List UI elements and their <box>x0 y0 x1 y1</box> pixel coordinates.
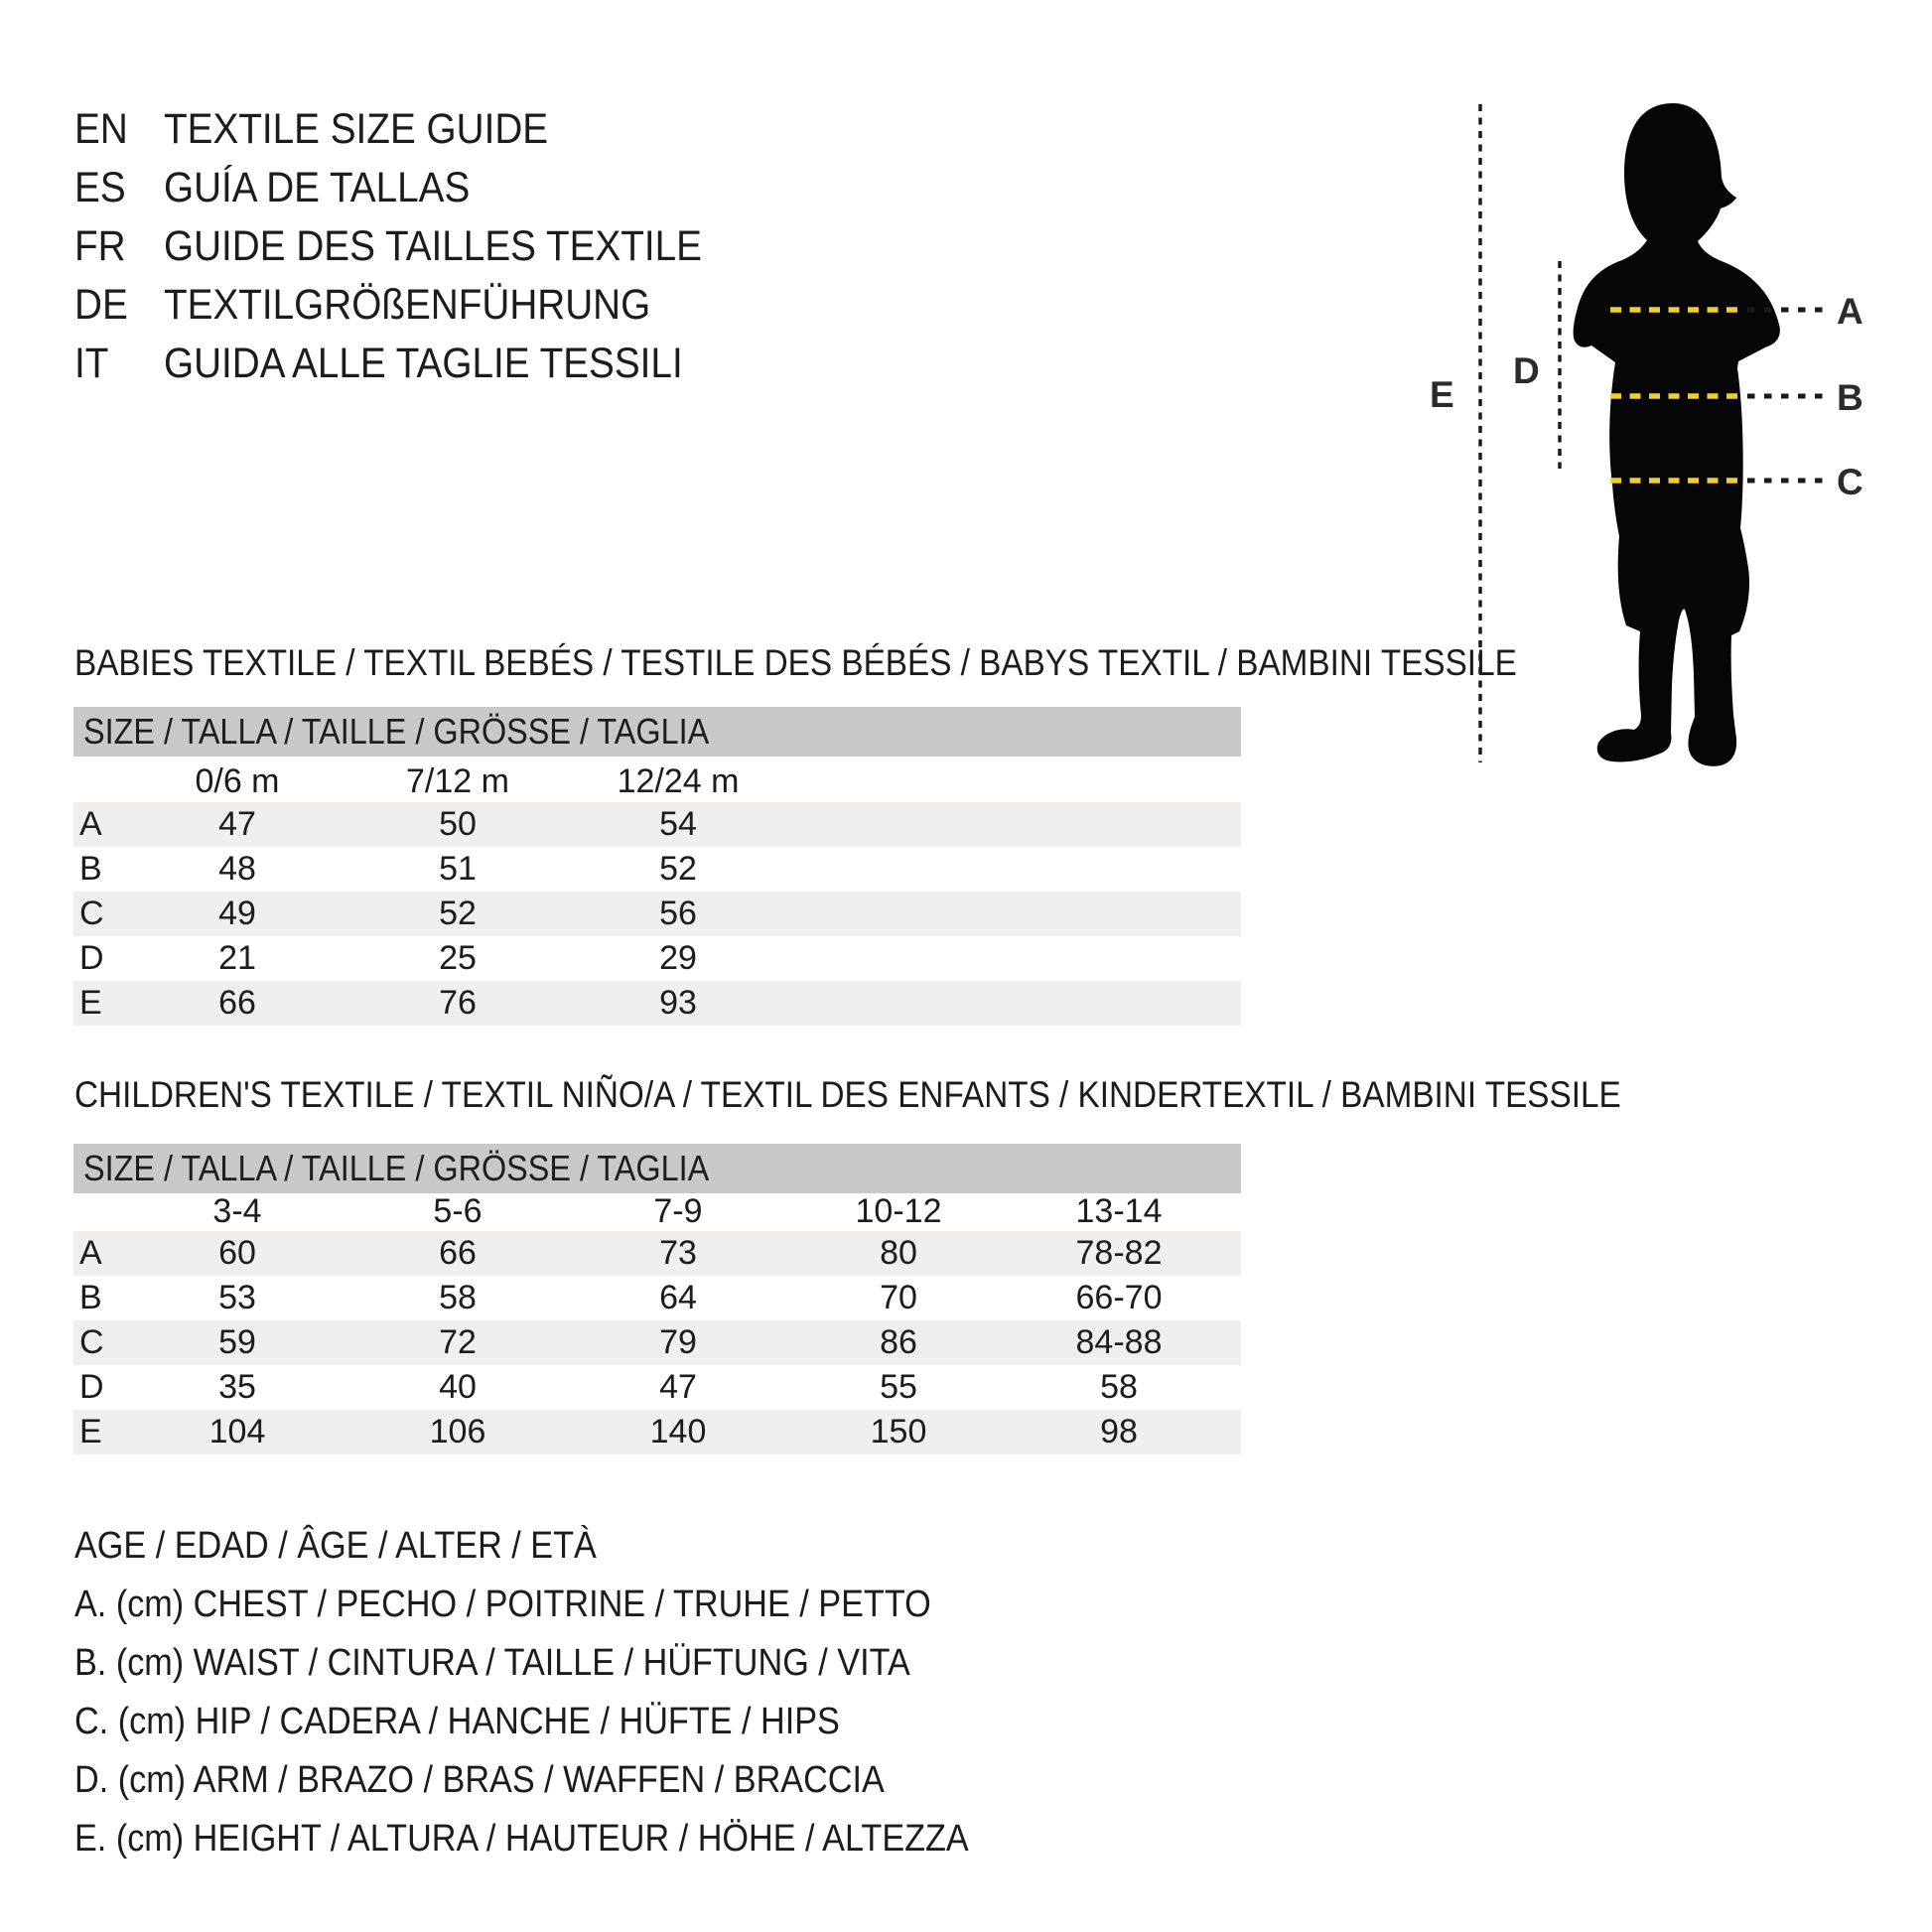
cell-value: 50 <box>439 805 477 843</box>
row-label: D <box>79 1368 104 1406</box>
cell-value: 59 <box>218 1323 256 1361</box>
table-row-a <box>73 1231 1241 1276</box>
cell-value: 55 <box>880 1368 917 1406</box>
cell-value: 56 <box>659 895 697 932</box>
cell-value: 76 <box>439 984 477 1022</box>
cell-value: 58 <box>439 1279 477 1316</box>
column-header: 0/6 m <box>195 761 280 800</box>
legend-item-arm: D. (cm) ARM / BRAZO / BRAS / WAFFEN / BRACCIA <box>74 1759 885 1801</box>
figure-label-c: C <box>1837 462 1863 502</box>
column-header: 5-6 <box>433 1191 483 1230</box>
lang-code: DE <box>74 281 128 329</box>
cell-value: 104 <box>208 1413 266 1450</box>
table-row-e <box>73 981 1241 1026</box>
lang-title: GUIDA ALLE TAGLIE TESSILI <box>164 340 683 387</box>
table-row-b <box>73 847 1241 892</box>
cell-value: 84-88 <box>1075 1323 1163 1361</box>
cell-value: 51 <box>439 850 477 888</box>
table-row-d <box>73 1365 1241 1410</box>
cell-value: 58 <box>1100 1368 1138 1406</box>
row-label: B <box>79 1279 102 1316</box>
cell-value: 70 <box>880 1279 917 1316</box>
row-label: A <box>79 1234 102 1272</box>
cell-value: 52 <box>439 895 477 932</box>
cell-value: 66 <box>218 984 256 1022</box>
cell-value: 49 <box>218 895 256 932</box>
children-column-header-row <box>73 1191 1241 1231</box>
table-row-b <box>73 1276 1241 1320</box>
lang-title: TEXTILGRÖßENFÜHRUNG <box>164 281 651 329</box>
cell-value: 140 <box>649 1413 707 1450</box>
row-label: A <box>79 805 102 843</box>
cell-value: 40 <box>439 1368 477 1406</box>
cell-value: 35 <box>218 1368 256 1406</box>
cell-value: 66-70 <box>1075 1279 1163 1316</box>
measurement-legend <box>74 1517 1068 1868</box>
cell-value: 86 <box>880 1323 917 1361</box>
cell-value: 21 <box>218 939 256 977</box>
lang-code: IT <box>74 340 109 387</box>
legend-item-hip: C. (cm) HIP / CADERA / HANCHE / HÜFTE / HIPS <box>74 1701 840 1742</box>
row-label: E <box>79 984 102 1022</box>
lang-code: ES <box>74 164 126 211</box>
lang-code: EN <box>74 105 128 153</box>
cell-value: 54 <box>659 805 697 843</box>
cell-value: 52 <box>659 850 697 888</box>
legend-age-row: AGE / EDAD / ÂGE / ALTER / ETÀ <box>74 1525 597 1567</box>
cell-value: 48 <box>218 850 256 888</box>
cell-value: 106 <box>429 1413 486 1450</box>
row-label: D <box>79 939 104 977</box>
cell-value: 73 <box>659 1234 697 1272</box>
babies-size-header-bar: SIZE / TALLA / TAILLE / GRÖSSE / TAGLIA <box>73 707 1241 757</box>
cell-value: 66 <box>439 1234 477 1272</box>
babies-size-table <box>73 760 1241 1026</box>
table-row-e <box>73 1410 1241 1454</box>
cell-value: 25 <box>439 939 477 977</box>
figure-label-e: E <box>1430 374 1454 415</box>
children-size-table <box>73 1191 1241 1454</box>
column-header: 13-14 <box>1075 1191 1163 1230</box>
figure-label-a: A <box>1837 291 1863 332</box>
row-label: E <box>79 1413 102 1450</box>
babies-column-header-row <box>73 760 1241 802</box>
table-row-d <box>73 936 1241 981</box>
column-header: 7/12 m <box>406 761 509 800</box>
cell-value: 29 <box>659 939 697 977</box>
column-header: 12/24 m <box>617 761 740 800</box>
cell-value: 79 <box>659 1323 697 1361</box>
lang-title: GUÍA DE TALLAS <box>164 164 471 211</box>
cell-value: 60 <box>218 1234 256 1272</box>
child-measurement-figure <box>1390 79 1932 794</box>
row-label: C <box>79 1323 104 1361</box>
children-size-header-bar: SIZE / TALLA / TAILLE / GRÖSSE / TAGLIA <box>73 1144 1241 1193</box>
cell-value: 47 <box>218 805 256 843</box>
legend-item-height: E. (cm) HEIGHT / ALTURA / HAUTEUR / HÖHE / ALTEZZA <box>74 1818 969 1860</box>
children-section-heading: CHILDREN'S TEXTILE / TEXTIL NIÑO/A / TEXTIL DES ENFANTS / KINDERTEXTIL / BAMBINI TESSILE <box>74 1074 1621 1115</box>
legend-item-waist: B. (cm) WAIST / CINTURA / TAILLE / HÜFTUNG / VITA <box>74 1642 910 1684</box>
cell-value: 98 <box>1100 1413 1138 1450</box>
cell-value: 150 <box>870 1413 927 1450</box>
figure-label-b: B <box>1837 377 1863 418</box>
cell-value: 47 <box>659 1368 697 1406</box>
lang-title: TEXTILE SIZE GUIDE <box>164 105 549 153</box>
lang-code: FR <box>74 222 126 270</box>
cell-value: 53 <box>218 1279 256 1316</box>
table-row-c <box>73 1320 1241 1365</box>
cell-value: 72 <box>439 1323 477 1361</box>
row-label: C <box>79 895 104 932</box>
cell-value: 78-82 <box>1075 1234 1163 1272</box>
cell-value: 93 <box>659 984 697 1022</box>
table-row-c <box>73 892 1241 936</box>
cell-value: 80 <box>880 1234 917 1272</box>
table-row-a <box>73 802 1241 847</box>
column-header: 10-12 <box>855 1191 942 1230</box>
figure-label-d: D <box>1513 350 1540 391</box>
column-header: 3-4 <box>212 1191 262 1230</box>
babies-section-heading: BABIES TEXTILE / TEXTIL BEBÉS / TESTILE DES BÉBÉS / BABYS TEXTIL / BAMBINI TESSILE <box>74 642 1517 683</box>
column-header: 7-9 <box>653 1191 703 1230</box>
row-label: B <box>79 850 102 888</box>
legend-item-chest: A. (cm) CHEST / PECHO / POITRINE / TRUHE / PETTO <box>74 1584 931 1625</box>
lang-title: GUIDE DES TAILLES TEXTILE <box>164 222 702 270</box>
cell-value: 64 <box>659 1279 697 1316</box>
